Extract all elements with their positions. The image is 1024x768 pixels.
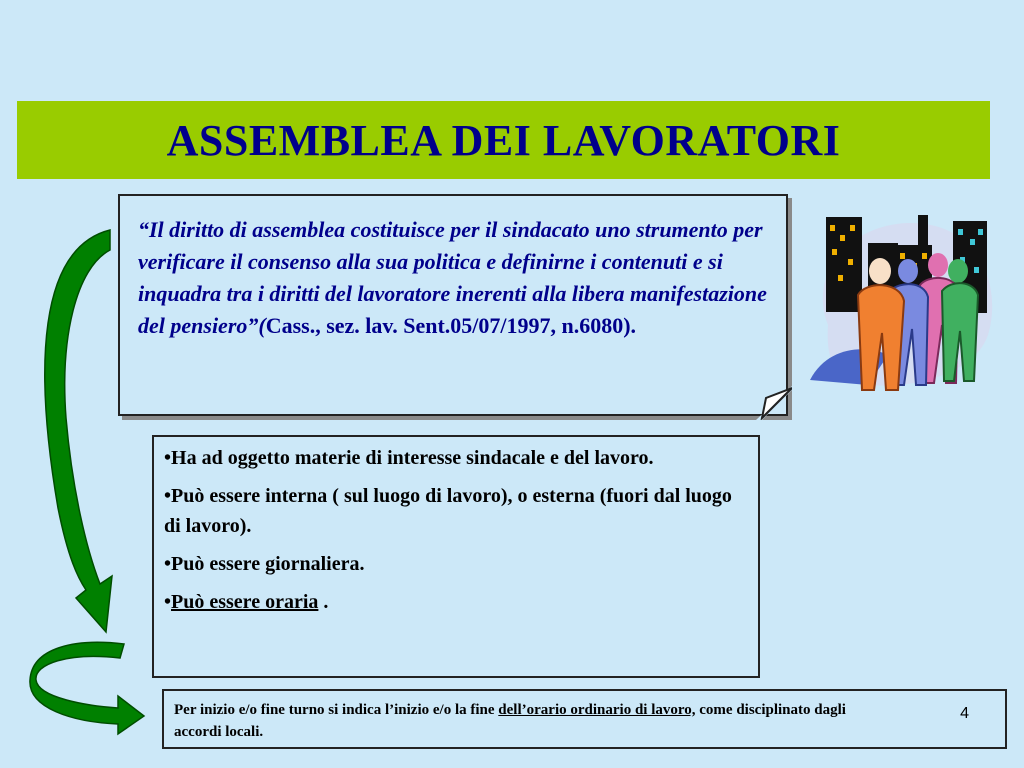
bullet-marker: •	[164, 447, 172, 469]
list-item	[164, 481, 748, 541]
bullet-text: Può essere giornaliera.	[171, 553, 365, 575]
quote-open-mark: “	[138, 217, 149, 242]
oraria-link[interactable]: Può essere oraria	[171, 591, 319, 613]
quote-body: Il diritto di assemblea costituisce per il sindacato uno strumento per verificare il consenso alla sua politica e definirne i contenuti e si inquadra tra i diritti del lavoratore inerenti alla libera manifestazione del pensiero”(	[138, 217, 767, 338]
list-item	[164, 443, 748, 473]
note-text	[174, 699, 894, 743]
orario-link[interactable]: dell’orario ordinario di lavoro,	[498, 702, 696, 718]
bullet-marker: •	[164, 591, 172, 613]
workers-city-clipart-icon	[808, 205, 998, 395]
bullet-marker: •	[164, 485, 172, 507]
folded-corner-icon	[756, 386, 792, 420]
list-item	[164, 549, 748, 579]
slide-title: ASSEMBLEA DEI LAVORATORI	[166, 115, 841, 165]
quote-citation: Cass., sez. lav. Sent.05/07/1997, n.6080).	[265, 313, 637, 338]
list-item	[164, 587, 748, 617]
bullet-marker: •	[164, 553, 172, 575]
note-box	[162, 689, 1007, 749]
quote-box	[118, 194, 788, 416]
bullet-list	[152, 435, 760, 678]
bullet-suffix: .	[318, 591, 329, 613]
note-before: Per inizio e/o fine turno si indica l’inizio e/o la fine	[174, 702, 499, 718]
title-bar	[17, 101, 990, 179]
curved-arrow-icon	[28, 228, 168, 748]
bullet-text: Ha ad oggetto materie di interesse sindacale e del lavoro.	[171, 447, 654, 469]
bullet-text: Può essere interna ( sul luogo di lavoro), o esterna (fuori dal luogo di lavoro).	[164, 485, 732, 537]
page-number: 4	[960, 705, 969, 722]
note-after: come disciplinato dagli accordi locali.	[174, 702, 846, 740]
quote-text	[138, 214, 778, 342]
